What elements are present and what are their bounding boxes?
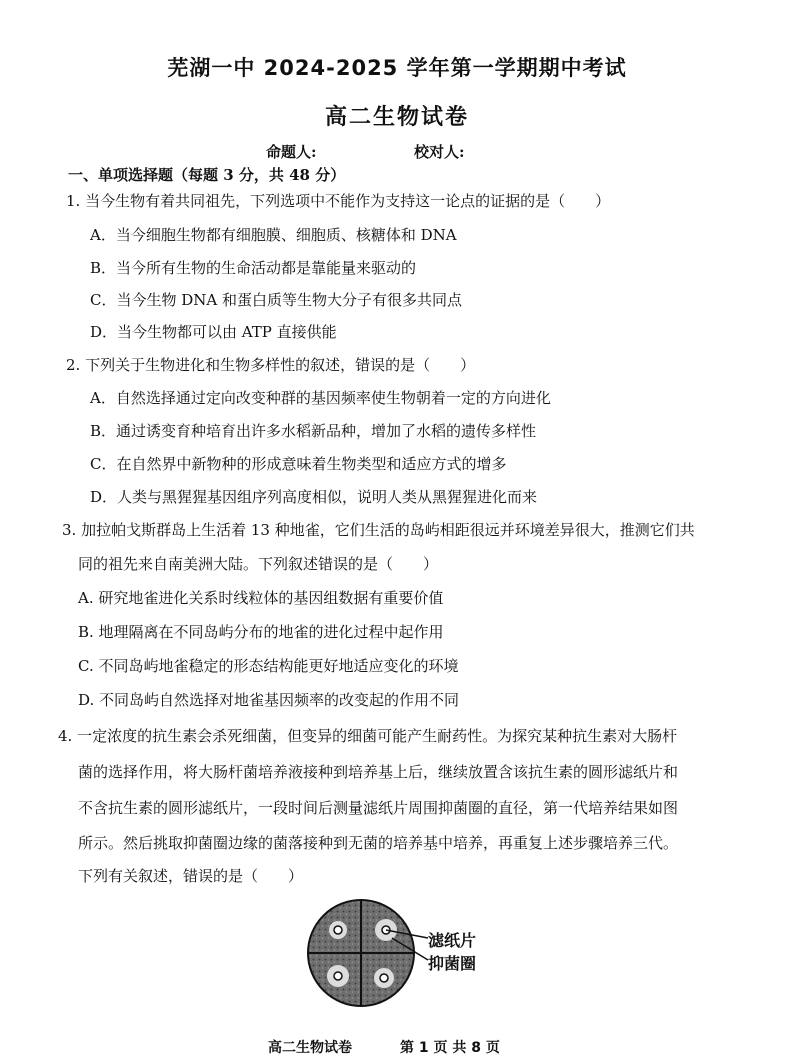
section-heading: 一、单项选择题（每题 3 分，共 48 分） (68, 166, 346, 184)
reviewer-label: 校对人: (414, 143, 465, 161)
question-4-stem-line-4: 所示。然后挑取抑菌圈边缘的菌落接种到无菌的培养基中培养，再重复上述步骤培养三代。 (78, 834, 679, 852)
question-4-stem-line-2: 菌的选择作用，将大肠杆菌培养液接种到培养基上后，继续放置含该抗生素的圆形滤纸片和 (78, 763, 679, 781)
q1-option-d: D．当今生物都可以由 ATP 直接供能 (90, 323, 337, 341)
question-4-stem-line-3: 不含抗生素的圆形滤纸片，一段时间后测量滤纸片周围抑菌圈的直径，第一代培养结果如图 (78, 799, 679, 817)
filter-paper-disc-1 (334, 926, 342, 934)
question-1-stem: 1. 当今生物有着共同祖先，下列选项中不能作为支持这一论点的证据的是（ ） (66, 192, 611, 210)
label-filter-paper: 滤纸片 (428, 931, 477, 950)
q2-option-b: B．通过诱变育种培育出许多水稻新品种，增加了水稻的遗传多样性 (90, 422, 537, 440)
q3-option-a: A. 研究地雀进化关系时线粒体的基因组数据有重要价值 (78, 589, 444, 607)
q3-option-d: D. 不同岛屿自然选择对地雀基因频率的改变起的作用不同 (78, 691, 460, 709)
question-4-stem-line-5: 下列有关叙述，错误的是（ ） (78, 867, 304, 885)
q1-option-b: B．当今所有生物的生命活动都是靠能量来驱动的 (90, 259, 417, 277)
q3-option-c: C. 不同岛屿地雀稳定的形态结构能更好地适应变化的环境 (78, 657, 459, 675)
label-inhibition-zone: 抑菌圈 (428, 954, 477, 973)
filter-paper-disc-3 (334, 972, 342, 980)
question-3-stem-line-1: 3. 加拉帕戈斯群岛上生活着 13 种地雀，它们生活的岛屿相距很远并环境差异很大，推测它们共 (62, 521, 695, 539)
q1-option-a: A．当今细胞生物都有细胞膜、细胞质、核糖体和 DNA (90, 226, 457, 244)
question-4-stem-line-1: 4. 一定浓度的抗生素会杀死细菌，但变异的细菌可能产生耐药性。为探究某种抗生素对大肠杆 (58, 727, 678, 745)
q2-option-d: D．人类与黑猩猩基因组序列高度相似，说明人类从黑猩猩进化而来 (90, 488, 538, 506)
filter-paper-disc-4 (380, 974, 388, 982)
figure-leader-lines (380, 920, 430, 970)
q1-option-c: C．当今生物 DNA 和蛋白质等生物大分子有很多共同点 (90, 291, 462, 309)
exam-title: 芜湖一中 2024-2025 学年第一学期期中考试 (167, 56, 627, 80)
setter-label: 命题人: (266, 143, 317, 161)
question-3-stem-line-2: 同的祖先来自南美洲大陆。下列叙述错误的是（ ） (78, 555, 439, 573)
footer-page-number: 第 1 页 共 8 页 (400, 1040, 500, 1056)
q2-option-c: C．在自然界中新物种的形成意味着生物类型和适应方式的增多 (90, 455, 507, 473)
q3-option-b: B. 地理隔离在不同岛屿分布的地雀的进化过程中起作用 (78, 623, 444, 641)
q2-option-a: A．自然选择通过定向改变种群的基因频率使生物朝着一定的方向进化 (90, 389, 551, 407)
footer-subject: 高二生物试卷 (268, 1040, 352, 1056)
exam-subtitle: 高二生物试卷 (324, 105, 469, 130)
question-2-stem: 2. 下列关于生物进化和生物多样性的叙述，错误的是（ ） (66, 356, 476, 374)
